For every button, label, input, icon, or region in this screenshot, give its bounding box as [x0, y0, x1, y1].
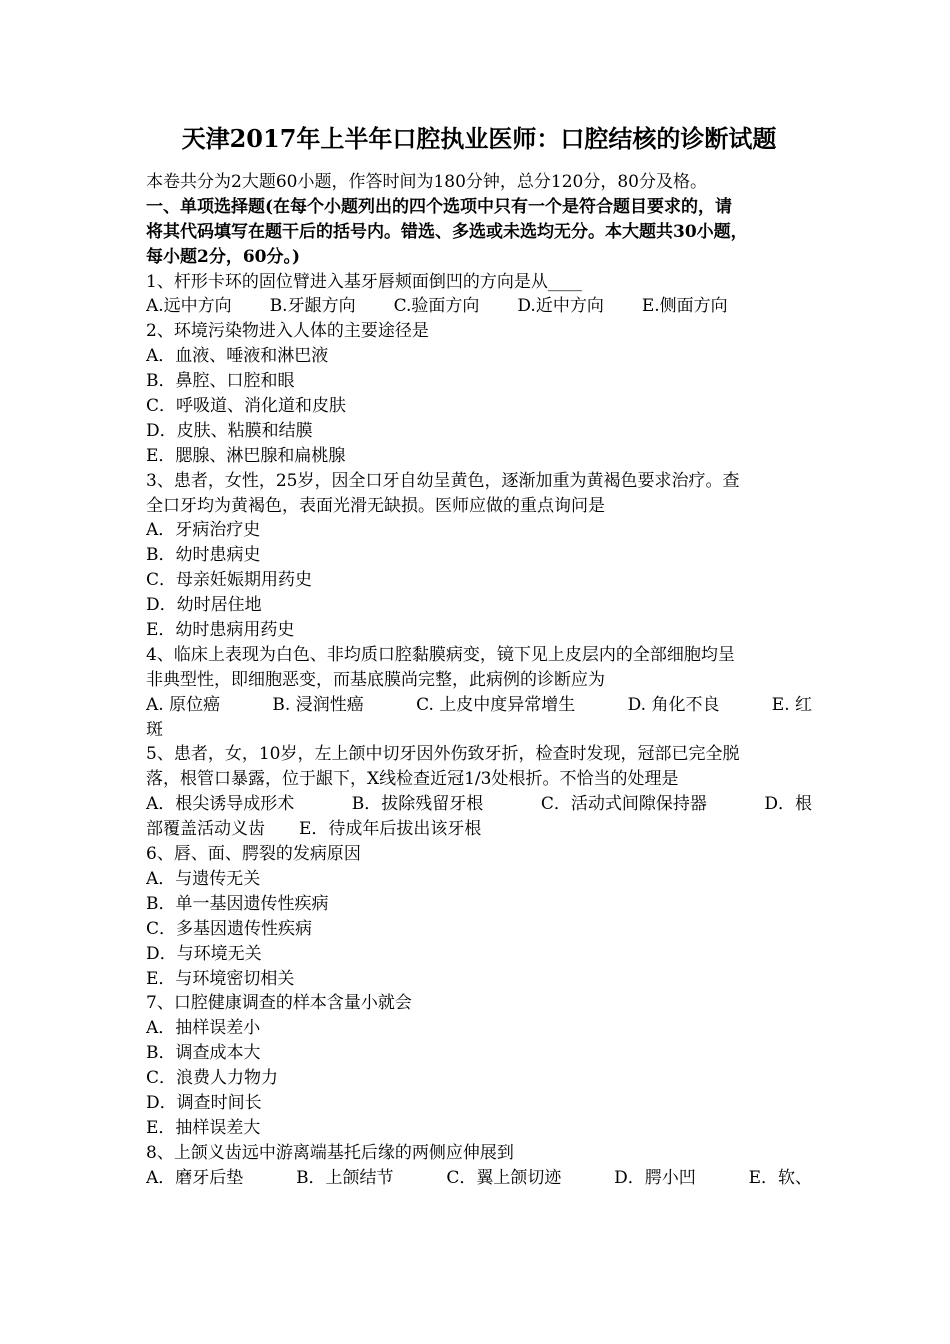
option: C．翼上颌切迹 — [446, 1167, 562, 1188]
option: B．鼻腔、口腔和眼 — [146, 371, 295, 392]
option: E．与环境密切相关 — [146, 968, 295, 989]
option: B．调查成本大 — [146, 1043, 261, 1064]
question-4-stem: 非典型性，即细胞恶变，而基底膜尚完整，此病例的诊断应为 — [146, 669, 605, 690]
question-3-stem: 全口牙均为黄褐色，表面光滑无缺损。医师应做的重点询问是 — [146, 495, 605, 516]
option: B．拔除残留牙根 — [351, 794, 484, 815]
option: C．活动式间隙保持器 — [540, 794, 707, 815]
question-1-stem: 1、杆形卡环的固位臂进入基牙唇颊面倒凹的方向是从____ — [146, 271, 582, 292]
option: E．软、 — [748, 1167, 812, 1188]
option: D．根 — [764, 794, 812, 815]
option: B. 浸润性癌 — [272, 694, 364, 715]
option: A．磨牙后垫 — [146, 1167, 244, 1188]
option: C. 上皮中度异常增生 — [416, 694, 576, 715]
option: C.验面方向 — [393, 296, 480, 317]
option: C．母亲妊娠期用药史 — [146, 570, 313, 591]
option: E．幼时患病用药史 — [146, 620, 295, 641]
question-5-stem: 落，根管口暴露，位于龈下，X线检查近冠1/3处根折。不恰当的处理是 — [146, 769, 679, 790]
option: D．皮肤、粘膜和结膜 — [146, 420, 313, 441]
option: C．多基因遗传性疾病 — [146, 918, 313, 939]
option: E．抽样误差大 — [146, 1117, 261, 1138]
option: A.远中方向 — [146, 296, 232, 317]
section-heading-line: 将其代码填写在题干后的括号内。错选、多选或未选均无分。本大题共30小题， — [146, 221, 748, 242]
option: B.牙龈方向 — [269, 296, 356, 317]
option-wrap: 斑 — [146, 719, 163, 740]
question-8-options — [146, 1166, 812, 1191]
exam-intro: 本卷共分为2大题60小题，作答时间为180分钟，总分120分，80分及格。 — [146, 172, 707, 192]
option: A．根尖诱导成形术 — [146, 794, 295, 815]
question-2-stem: 2、环境污染物进入人体的主要途径是 — [146, 321, 429, 342]
option: C．呼吸道、消化道和皮肤 — [146, 396, 347, 417]
option-wrap: 部覆盖活动义齿 E．待成年后拔出该牙根 — [146, 819, 482, 840]
document-title: 天津2017年上半年口腔执业医师：口腔结核的诊断试题 — [181, 124, 777, 153]
section-heading-line: 每小题2分，60分。) — [146, 246, 301, 267]
option: B．上颌结节 — [296, 1167, 394, 1188]
option: E.侧面方向 — [641, 296, 728, 317]
option: E．腮腺、淋巴腺和扁桃腺 — [146, 445, 346, 466]
question-5-options — [146, 792, 812, 817]
option: D．腭小凹 — [614, 1167, 696, 1188]
question-5-stem: 5、患者，女，10岁，左上颌中切牙因外伤致牙折，检查时发现，冠部已完全脱 — [146, 744, 740, 765]
question-4-stem: 4、临床上表现为白色、非均质口腔黏膜病变，镜下见上皮层内的全部细胞均呈 — [146, 644, 735, 665]
option: A. 原位癌 — [146, 694, 221, 715]
document-page — [146, 124, 812, 1191]
option: B．幼时患病史 — [146, 545, 261, 566]
question-1-options — [146, 294, 812, 319]
question-7-stem: 7、口腔健康调查的样本含量小就会 — [146, 993, 412, 1014]
option: D．与环境无关 — [146, 943, 262, 964]
option: C．浪费人力物力 — [146, 1068, 279, 1089]
question-6-stem: 6、唇、面、腭裂的发病原因 — [146, 844, 361, 865]
option: D．调查时间长 — [146, 1092, 262, 1113]
section-heading-line: 一、单项选择题(在每个小题列出的四个选项中只有一个是符合题目要求的，请 — [146, 196, 733, 217]
question-8-stem: 8、上颌义齿远中游离端基托后缘的两侧应伸展到 — [146, 1142, 514, 1163]
option: A．抽样误差小 — [146, 1018, 261, 1039]
option: A．血液、唾液和淋巴液 — [146, 346, 329, 367]
option: A．与遗传无关 — [146, 868, 261, 889]
option: D. 角化不良 — [627, 694, 720, 715]
option: B．单一基因遗传性疾病 — [146, 893, 329, 914]
option: D．幼时居住地 — [146, 595, 262, 616]
option: D.近中方向 — [517, 296, 604, 317]
question-3-stem: 3、患者，女性，25岁，因全口牙自幼呈黄色，逐渐加重为黄褐色要求治疗。查 — [146, 470, 740, 491]
option: A．牙病治疗史 — [146, 520, 261, 541]
question-4-options — [146, 693, 812, 718]
option: E. 红 — [771, 694, 812, 715]
